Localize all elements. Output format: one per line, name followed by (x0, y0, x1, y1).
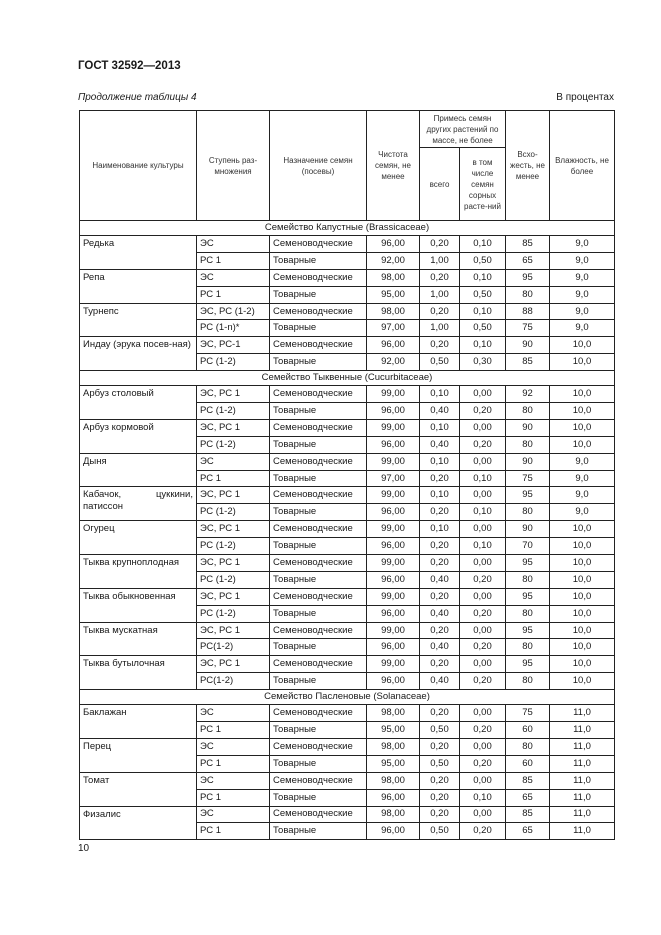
moisture-cell: 11,0 (550, 789, 615, 806)
col-header-stage: Ступень раз-множения (197, 111, 270, 221)
germination-cell: 90 (506, 453, 550, 470)
table-row (80, 487, 615, 504)
family-row (80, 221, 615, 236)
crop-name: Дыня (80, 453, 197, 487)
admixture-total-cell: 0,50 (420, 354, 460, 371)
admixture-total-cell: 0,10 (420, 419, 460, 436)
purpose-cell: Товарные (270, 722, 367, 739)
moisture-cell: 10,0 (550, 656, 615, 673)
moisture-cell: 9,0 (550, 252, 615, 269)
purity-cell: 97,00 (367, 470, 420, 487)
stage-cell: РС(1-2) (197, 673, 270, 690)
purity-cell: 98,00 (367, 806, 420, 823)
moisture-cell: 11,0 (550, 722, 615, 739)
purity-cell: 98,00 (367, 772, 420, 789)
germination-cell: 80 (506, 605, 550, 622)
admixture-total-cell: 0,20 (420, 789, 460, 806)
germination-cell: 75 (506, 320, 550, 337)
admixture-total-cell: 1,00 (420, 286, 460, 303)
admixture-total-cell: 0,40 (420, 571, 460, 588)
stage-cell: РС 1 (197, 286, 270, 303)
family-name: Семейство Капустные (Brassicaceae) (80, 221, 615, 236)
stage-cell: ЭС, РС 1 (197, 521, 270, 538)
purpose-cell: Семеноводческие (270, 303, 367, 320)
stage-cell: ЭС, РС 1 (197, 487, 270, 504)
germination-cell: 95 (506, 487, 550, 504)
admixture-total-cell: 0,20 (420, 303, 460, 320)
purpose-cell: Семеноводческие (270, 705, 367, 722)
purity-cell: 99,00 (367, 622, 420, 639)
purity-cell: 96,00 (367, 571, 420, 588)
moisture-cell: 10,0 (550, 605, 615, 622)
stage-cell: РС (1-2) (197, 605, 270, 622)
germination-cell: 95 (506, 555, 550, 572)
crop-name: Баклажан (80, 705, 197, 739)
crop-name: Тыква мускатная (80, 622, 197, 656)
moisture-cell: 11,0 (550, 772, 615, 789)
crop-name: Огурец (80, 521, 197, 555)
admixture-total-cell: 0,10 (420, 487, 460, 504)
family-row (80, 371, 615, 386)
purity-cell: 99,00 (367, 487, 420, 504)
admixture-weeds-cell: 0,30 (460, 354, 506, 371)
admixture-weeds-cell: 0,20 (460, 639, 506, 656)
purpose-cell: Семеноводческие (270, 772, 367, 789)
germination-cell: 80 (506, 571, 550, 588)
col-header-crop: Наименование культуры (80, 111, 197, 221)
col-header-purity: Чистота семян, не менее (367, 111, 420, 221)
stage-cell: РС (1-2) (197, 504, 270, 521)
admixture-total-cell: 0,20 (420, 504, 460, 521)
admixture-total-cell: 0,40 (420, 605, 460, 622)
stage-cell: РС 1 (197, 722, 270, 739)
purpose-cell: Семеноводческие (270, 622, 367, 639)
col-header-germination: Всхо-жесть, не менее (506, 111, 550, 221)
moisture-cell: 9,0 (550, 320, 615, 337)
moisture-cell: 11,0 (550, 823, 615, 840)
germination-cell: 60 (506, 722, 550, 739)
purpose-cell: Семеноводческие (270, 588, 367, 605)
crop-name: Турнепс (80, 303, 197, 337)
purity-cell: 97,00 (367, 320, 420, 337)
germination-cell: 80 (506, 639, 550, 656)
purpose-cell: Товарные (270, 504, 367, 521)
moisture-cell: 10,0 (550, 673, 615, 690)
stage-cell: ЭС, РС (1-2) (197, 303, 270, 320)
admixture-weeds-cell: 0,20 (460, 605, 506, 622)
crop-name: Тыква крупноплодная (80, 555, 197, 589)
units-note: В процентах (556, 92, 614, 103)
purity-cell: 92,00 (367, 252, 420, 269)
admixture-weeds-cell: 0,00 (460, 656, 506, 673)
admixture-total-cell: 0,20 (420, 705, 460, 722)
stage-cell: ЭС, РС 1 (197, 588, 270, 605)
crop-name: Редька (80, 236, 197, 270)
purity-cell: 96,00 (367, 789, 420, 806)
admixture-weeds-cell: 0,10 (460, 538, 506, 555)
purity-cell: 99,00 (367, 521, 420, 538)
germination-cell: 65 (506, 252, 550, 269)
crop-name: Томат (80, 772, 197, 806)
germination-cell: 70 (506, 538, 550, 555)
admixture-weeds-cell: 0,50 (460, 320, 506, 337)
admixture-total-cell: 0,20 (420, 588, 460, 605)
stage-cell: ЭС, РС 1 (197, 419, 270, 436)
admixture-weeds-cell: 0,00 (460, 521, 506, 538)
purpose-cell: Семеноводческие (270, 453, 367, 470)
admixture-total-cell: 0,40 (420, 436, 460, 453)
purpose-cell: Товарные (270, 571, 367, 588)
admixture-total-cell: 0,20 (420, 555, 460, 572)
family-row (80, 690, 615, 705)
admixture-total-cell: 1,00 (420, 252, 460, 269)
admixture-total-cell: 0,40 (420, 639, 460, 656)
admixture-total-cell: 0,10 (420, 386, 460, 403)
crop-name: Тыква бутылочная (80, 656, 197, 690)
table-header (80, 111, 615, 221)
germination-cell: 80 (506, 286, 550, 303)
purpose-cell: Семеноводческие (270, 236, 367, 253)
admixture-total-cell: 0,50 (420, 823, 460, 840)
col-header-admixture-weeds: в том числе семян сорных расте-ний (460, 148, 506, 221)
admixture-total-cell: 0,40 (420, 403, 460, 420)
admixture-weeds-cell: 0,20 (460, 673, 506, 690)
moisture-cell: 10,0 (550, 588, 615, 605)
stage-cell: РС (1-2) (197, 403, 270, 420)
moisture-cell: 11,0 (550, 755, 615, 772)
table-row (80, 555, 615, 572)
admixture-total-cell: 0,20 (420, 470, 460, 487)
germination-cell: 85 (506, 772, 550, 789)
purpose-cell: Товарные (270, 639, 367, 656)
moisture-cell: 10,0 (550, 538, 615, 555)
admixture-weeds-cell: 0,00 (460, 555, 506, 572)
stage-cell: РС (1-2) (197, 436, 270, 453)
admixture-weeds-cell: 0,10 (460, 337, 506, 354)
moisture-cell: 9,0 (550, 504, 615, 521)
moisture-cell: 10,0 (550, 639, 615, 656)
germination-cell: 75 (506, 705, 550, 722)
admixture-total-cell: 0,20 (420, 538, 460, 555)
stage-cell: РС (1-2) (197, 571, 270, 588)
table-row (80, 588, 615, 605)
col-header-admixture: Примесь семян других растений по массе, не более (420, 111, 506, 148)
purpose-cell: Товарные (270, 789, 367, 806)
col-header-admixture-total: всего (420, 148, 460, 221)
admixture-weeds-cell: 0,50 (460, 286, 506, 303)
purpose-cell: Товарные (270, 252, 367, 269)
admixture-weeds-cell: 0,20 (460, 722, 506, 739)
crop-name: Индау (эрука посев-ная) (80, 337, 197, 371)
admixture-weeds-cell: 0,00 (460, 419, 506, 436)
admixture-total-cell: 0,20 (420, 236, 460, 253)
table-row (80, 738, 615, 755)
moisture-cell: 10,0 (550, 386, 615, 403)
table-row (80, 386, 615, 403)
purity-cell: 96,00 (367, 823, 420, 840)
stage-cell: РС 1 (197, 755, 270, 772)
table-row (80, 622, 615, 639)
moisture-cell: 10,0 (550, 436, 615, 453)
crop-name: Перец (80, 738, 197, 772)
purity-cell: 98,00 (367, 738, 420, 755)
admixture-weeds-cell: 0,00 (460, 772, 506, 789)
moisture-cell: 9,0 (550, 236, 615, 253)
purity-cell: 95,00 (367, 755, 420, 772)
admixture-total-cell: 0,20 (420, 806, 460, 823)
stage-cell: ЭС, РС 1 (197, 656, 270, 673)
admixture-weeds-cell: 0,20 (460, 823, 506, 840)
family-name: Семейство Пасленовые (Solanaceae) (80, 690, 615, 705)
stage-cell: ЭС (197, 772, 270, 789)
seed-quality-table (79, 110, 615, 840)
purity-cell: 92,00 (367, 354, 420, 371)
purity-cell: 98,00 (367, 269, 420, 286)
moisture-cell: 10,0 (550, 622, 615, 639)
moisture-cell: 10,0 (550, 521, 615, 538)
purpose-cell: Семеноводческие (270, 487, 367, 504)
admixture-weeds-cell: 0,20 (460, 403, 506, 420)
crop-name: Арбуз кормовой (80, 419, 197, 453)
admixture-weeds-cell: 0,10 (460, 303, 506, 320)
moisture-cell: 10,0 (550, 337, 615, 354)
purity-cell: 99,00 (367, 453, 420, 470)
purity-cell: 95,00 (367, 286, 420, 303)
purpose-cell: Семеноводческие (270, 555, 367, 572)
admixture-weeds-cell: 0,00 (460, 453, 506, 470)
table-row (80, 806, 615, 823)
table-row (80, 772, 615, 789)
purity-cell: 96,00 (367, 403, 420, 420)
purity-cell: 96,00 (367, 673, 420, 690)
purity-cell: 96,00 (367, 236, 420, 253)
germination-cell: 95 (506, 656, 550, 673)
standard-designation: ГОСТ 32592—2013 (78, 60, 181, 72)
purpose-cell: Товарные (270, 403, 367, 420)
stage-cell: РС 1 (197, 470, 270, 487)
purpose-cell: Семеноводческие (270, 521, 367, 538)
stage-cell: РС 1 (197, 823, 270, 840)
stage-cell: ЭС (197, 236, 270, 253)
purity-cell: 99,00 (367, 588, 420, 605)
moisture-cell: 10,0 (550, 354, 615, 371)
stage-cell: ЭС (197, 705, 270, 722)
purpose-cell: Товарные (270, 354, 367, 371)
purity-cell: 96,00 (367, 436, 420, 453)
germination-cell: 85 (506, 354, 550, 371)
purpose-cell: Товарные (270, 436, 367, 453)
germination-cell: 95 (506, 622, 550, 639)
moisture-cell: 10,0 (550, 555, 615, 572)
stage-cell: ЭС (197, 806, 270, 823)
purity-cell: 98,00 (367, 705, 420, 722)
admixture-weeds-cell: 0,00 (460, 487, 506, 504)
table-row (80, 419, 615, 436)
col-header-moisture: Влажность, не более (550, 111, 615, 221)
purity-cell: 99,00 (367, 386, 420, 403)
purpose-cell: Семеноводческие (270, 656, 367, 673)
purity-cell: 95,00 (367, 722, 420, 739)
admixture-weeds-cell: 0,10 (460, 470, 506, 487)
purity-cell: 96,00 (367, 538, 420, 555)
purpose-cell: Семеноводческие (270, 738, 367, 755)
purpose-cell: Товарные (270, 286, 367, 303)
germination-cell: 92 (506, 386, 550, 403)
admixture-weeds-cell: 0,10 (460, 269, 506, 286)
moisture-cell: 10,0 (550, 571, 615, 588)
admixture-weeds-cell: 0,00 (460, 386, 506, 403)
stage-cell: ЭС (197, 269, 270, 286)
purity-cell: 96,00 (367, 337, 420, 354)
purpose-cell: Товарные (270, 538, 367, 555)
stage-cell: ЭС, РС 1 (197, 622, 270, 639)
table-continuation-caption: Продолжение таблицы 4 (78, 92, 197, 103)
germination-cell: 80 (506, 738, 550, 755)
germination-cell: 75 (506, 470, 550, 487)
purpose-cell: Семеноводческие (270, 806, 367, 823)
table-row (80, 269, 615, 286)
purity-cell: 99,00 (367, 419, 420, 436)
admixture-total-cell: 0,40 (420, 673, 460, 690)
purity-cell: 99,00 (367, 555, 420, 572)
moisture-cell: 11,0 (550, 738, 615, 755)
purity-cell: 96,00 (367, 639, 420, 656)
table-body (80, 221, 615, 840)
purpose-cell: Товарные (270, 673, 367, 690)
moisture-cell: 9,0 (550, 269, 615, 286)
table-row (80, 337, 615, 354)
admixture-total-cell: 0,20 (420, 772, 460, 789)
admixture-total-cell: 0,50 (420, 755, 460, 772)
crop-name: Кабачок, цуккини, патиссон (80, 487, 197, 521)
purpose-cell: Семеноводческие (270, 337, 367, 354)
admixture-weeds-cell: 0,10 (460, 236, 506, 253)
table-row (80, 705, 615, 722)
purpose-cell: Семеноводческие (270, 386, 367, 403)
admixture-total-cell: 0,10 (420, 453, 460, 470)
crop-name: Арбуз столовый (80, 386, 197, 420)
germination-cell: 90 (506, 419, 550, 436)
admixture-total-cell: 0,20 (420, 269, 460, 286)
admixture-weeds-cell: 0,20 (460, 571, 506, 588)
germination-cell: 88 (506, 303, 550, 320)
admixture-weeds-cell: 0,20 (460, 755, 506, 772)
crop-name: Тыква обыкновенная (80, 588, 197, 622)
moisture-cell: 11,0 (550, 705, 615, 722)
germination-cell: 90 (506, 337, 550, 354)
germination-cell: 65 (506, 823, 550, 840)
stage-cell: РС (1-n)* (197, 320, 270, 337)
purity-cell: 96,00 (367, 605, 420, 622)
admixture-weeds-cell: 0,00 (460, 588, 506, 605)
purpose-cell: Товарные (270, 605, 367, 622)
admixture-total-cell: 0,50 (420, 722, 460, 739)
germination-cell: 85 (506, 236, 550, 253)
moisture-cell: 9,0 (550, 487, 615, 504)
admixture-total-cell: 0,20 (420, 622, 460, 639)
admixture-weeds-cell: 0,00 (460, 705, 506, 722)
moisture-cell: 10,0 (550, 419, 615, 436)
purpose-cell: Товарные (270, 320, 367, 337)
stage-cell: РС (1-2) (197, 354, 270, 371)
crop-name: Физалис (80, 806, 197, 840)
stage-cell: РС 1 (197, 789, 270, 806)
germination-cell: 65 (506, 789, 550, 806)
table-row (80, 656, 615, 673)
purpose-cell: Товарные (270, 755, 367, 772)
table-row (80, 236, 615, 253)
moisture-cell: 10,0 (550, 403, 615, 420)
germination-cell: 95 (506, 588, 550, 605)
admixture-weeds-cell: 0,00 (460, 738, 506, 755)
moisture-cell: 9,0 (550, 286, 615, 303)
purity-cell: 98,00 (367, 303, 420, 320)
table-row (80, 303, 615, 320)
germination-cell: 80 (506, 673, 550, 690)
admixture-total-cell: 0,20 (420, 337, 460, 354)
germination-cell: 80 (506, 403, 550, 420)
germination-cell: 80 (506, 436, 550, 453)
germination-cell: 90 (506, 521, 550, 538)
stage-cell: ЭС (197, 453, 270, 470)
stage-cell: РС(1-2) (197, 639, 270, 656)
crop-name: Репа (80, 269, 197, 303)
moisture-cell: 9,0 (550, 453, 615, 470)
page-number: 10 (78, 843, 90, 854)
purpose-cell: Товарные (270, 823, 367, 840)
table-row (80, 453, 615, 470)
stage-cell: ЭС, РС-1 (197, 337, 270, 354)
moisture-cell: 9,0 (550, 303, 615, 320)
family-name: Семейство Тыквенные (Cucurbitaceae) (80, 371, 615, 386)
admixture-total-cell: 1,00 (420, 320, 460, 337)
admixture-weeds-cell: 0,10 (460, 504, 506, 521)
admixture-weeds-cell: 0,00 (460, 806, 506, 823)
admixture-total-cell: 0,20 (420, 656, 460, 673)
germination-cell: 95 (506, 269, 550, 286)
table-row (80, 521, 615, 538)
admixture-total-cell: 0,10 (420, 521, 460, 538)
stage-cell: РС 1 (197, 252, 270, 269)
col-header-purpose: Назначение семян (посевы) (270, 111, 367, 221)
purity-cell: 99,00 (367, 656, 420, 673)
admixture-weeds-cell: 0,10 (460, 789, 506, 806)
moisture-cell: 9,0 (550, 470, 615, 487)
germination-cell: 80 (506, 504, 550, 521)
stage-cell: ЭС, РС 1 (197, 386, 270, 403)
germination-cell: 85 (506, 806, 550, 823)
purity-cell: 96,00 (367, 504, 420, 521)
admixture-weeds-cell: 0,00 (460, 622, 506, 639)
purpose-cell: Семеноводческие (270, 269, 367, 286)
stage-cell: ЭС (197, 738, 270, 755)
purpose-cell: Товарные (270, 470, 367, 487)
germination-cell: 60 (506, 755, 550, 772)
admixture-total-cell: 0,20 (420, 738, 460, 755)
moisture-cell: 11,0 (550, 806, 615, 823)
purpose-cell: Семеноводческие (270, 419, 367, 436)
stage-cell: ЭС, РС 1 (197, 555, 270, 572)
stage-cell: РС (1-2) (197, 538, 270, 555)
admixture-weeds-cell: 0,20 (460, 436, 506, 453)
admixture-weeds-cell: 0,50 (460, 252, 506, 269)
